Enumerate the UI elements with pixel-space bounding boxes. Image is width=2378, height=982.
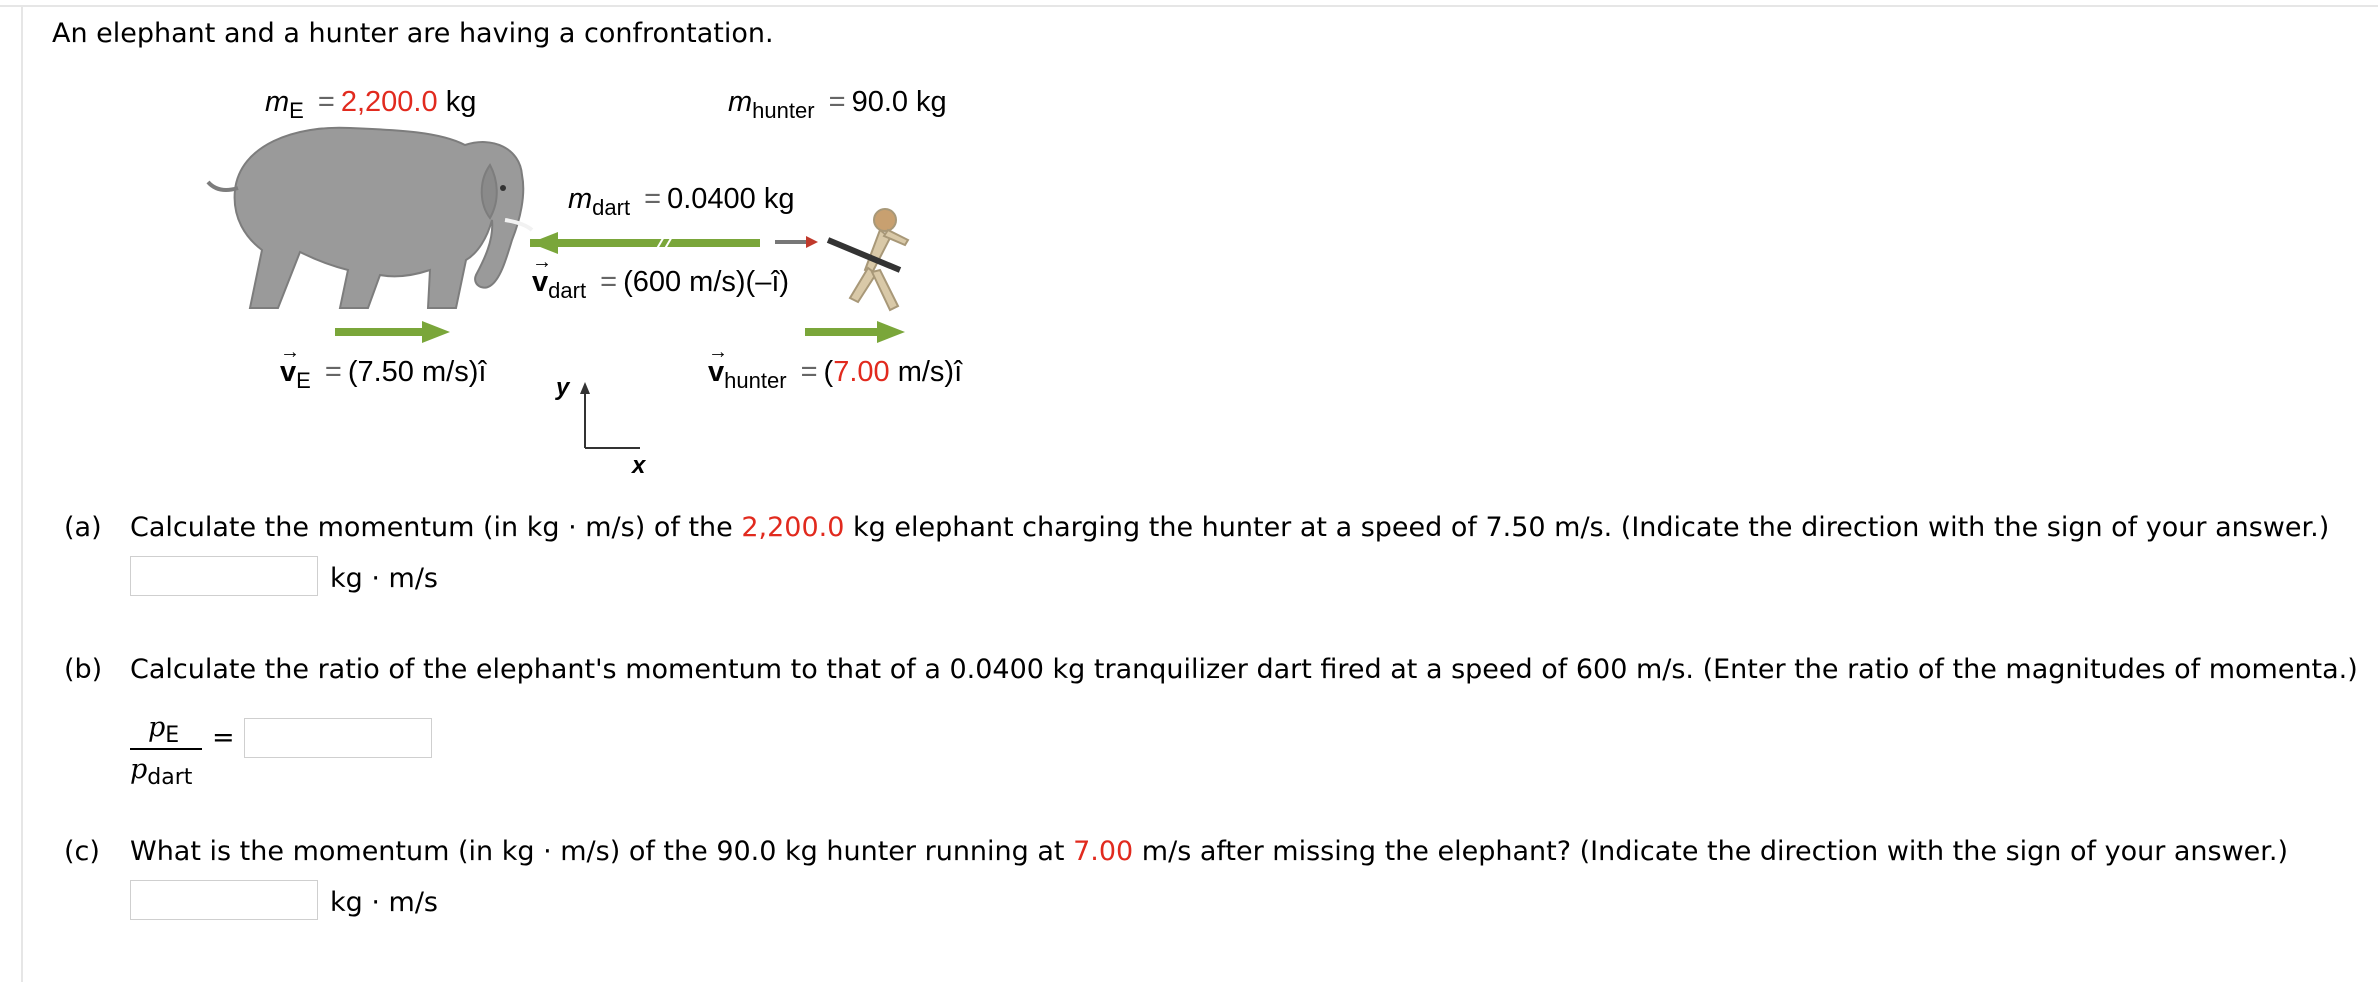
confrontation-figure xyxy=(200,70,1020,490)
hunter-illustration xyxy=(828,209,908,310)
ratio-equals: = xyxy=(212,722,235,753)
part-b-question: (b) Calculate the ratio of the elephant's momentum to that of a 0.0400 kg tranquilizer dart fired at a speed of 600 m/s. (Enter the ratio of the magnitudes of momenta.) xyxy=(64,654,2358,685)
hunter-velocity-arrow xyxy=(805,321,905,343)
axis-x-label: x xyxy=(632,452,646,479)
coordinate-axes xyxy=(580,382,640,448)
label-v-hunter: → $v_{hunter} = (7.00$ m/s)î xyxy=(708,341,963,393)
label-v-elephant: → $v_E = (7.50$ m/s)î xyxy=(280,341,487,393)
elephant-illustration xyxy=(208,128,532,308)
part-a-unit: kg · m/s xyxy=(330,563,438,594)
fraction-bar xyxy=(130,748,202,750)
top-divider xyxy=(0,5,2378,7)
label-m-dart: $m_{dart} = 0.0400$ kg xyxy=(568,183,795,220)
dart-velocity-arrow xyxy=(530,232,760,254)
label-m-hunter: $m_{hunter} = 90.0$ kg xyxy=(728,86,947,123)
axis-y-label: y xyxy=(556,374,570,401)
part-c-unit: kg · m/s xyxy=(330,887,438,918)
part-c-question: (c) What is the momentum (in kg · m/s) of the 90.0 kg hunter running at 7.00 m/s after missing the elephant? (Indicate the direction with the sign of your answer.) xyxy=(64,836,2289,867)
label-m-elephant: $m_E = 2,200.0$ kg xyxy=(265,86,477,123)
part-c-answer-input[interactable] xyxy=(130,880,318,920)
part-b-answer-input[interactable] xyxy=(244,718,432,758)
ratio-denominator: $p_{dart}$ xyxy=(130,754,193,790)
left-divider xyxy=(21,5,23,982)
part-a-question: (a) Calculate the momentum (in kg · m/s) of the 2,200.0 kg elephant charging the hunter at a speed of 7.50 m/s. (Indicate the direction with the sign of your answer.) xyxy=(64,512,2330,543)
problem-intro: An elephant and a hunter are having a confrontation. xyxy=(52,18,774,49)
momentum-ratio-fraction xyxy=(130,708,210,788)
dart-illustration xyxy=(775,236,818,248)
vector-arrow-icon: → xyxy=(708,341,728,363)
label-v-dart: → $v_{dart} = (600$ m/s)(–î) xyxy=(532,251,790,303)
ratio-numerator: $p_E$ xyxy=(148,712,180,748)
vector-arrow-icon: → xyxy=(532,251,552,273)
elephant-velocity-arrow xyxy=(335,321,450,343)
vector-arrow-icon: → xyxy=(280,341,300,363)
part-a-answer-input[interactable] xyxy=(130,556,318,596)
